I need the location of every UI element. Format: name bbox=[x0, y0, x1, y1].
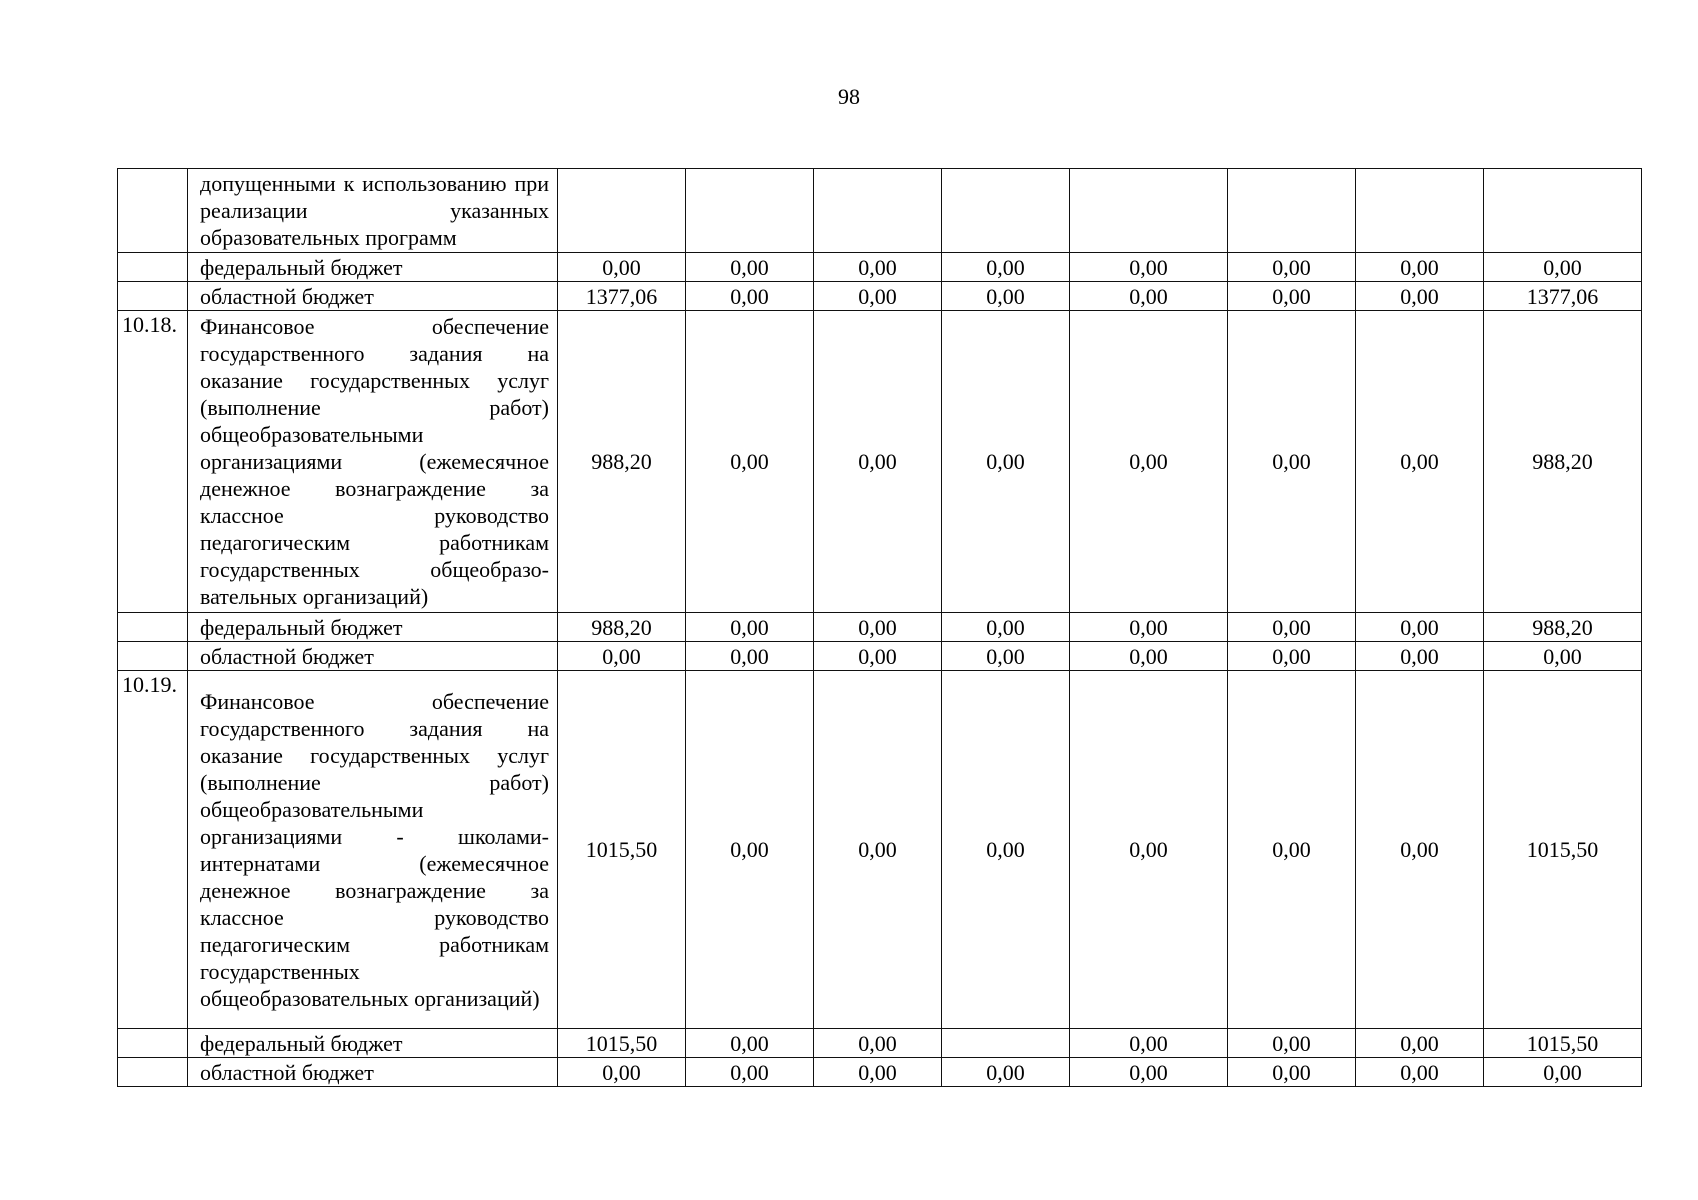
row-number bbox=[118, 282, 188, 311]
value-cell: 0,00 bbox=[814, 613, 942, 642]
value-cell: 0,00 bbox=[814, 1029, 942, 1058]
row-description: допущенными к использованию при реализации указанных образовательных программ bbox=[188, 169, 558, 253]
row-number bbox=[118, 169, 188, 253]
table-row bbox=[118, 613, 1642, 642]
value-cell: 0,00 bbox=[1070, 1029, 1228, 1058]
table-row bbox=[118, 169, 1642, 253]
table-row bbox=[118, 253, 1642, 282]
value-cell bbox=[1484, 169, 1642, 253]
value-cell: 0,00 bbox=[686, 282, 814, 311]
value-cell: 0,00 bbox=[1356, 282, 1484, 311]
value-cell: 988,20 bbox=[1484, 311, 1642, 613]
table-row bbox=[118, 282, 1642, 311]
value-cell: 0,00 bbox=[1070, 1058, 1228, 1087]
value-cell: 0,00 bbox=[1356, 253, 1484, 282]
value-cell: 0,00 bbox=[686, 671, 814, 1029]
value-cell: 0,00 bbox=[686, 613, 814, 642]
table-row bbox=[118, 311, 1642, 613]
value-cell: 988,20 bbox=[558, 613, 686, 642]
row-number bbox=[118, 613, 188, 642]
value-cell: 988,20 bbox=[558, 311, 686, 613]
value-cell: 0,00 bbox=[942, 311, 1070, 613]
value-cell bbox=[814, 169, 942, 253]
value-cell: 1015,50 bbox=[1484, 671, 1642, 1029]
value-cell: 0,00 bbox=[1228, 282, 1356, 311]
value-cell bbox=[558, 169, 686, 253]
table-row bbox=[118, 671, 1642, 1029]
value-cell: 0,00 bbox=[558, 642, 686, 671]
value-cell: 0,00 bbox=[1356, 613, 1484, 642]
table-row bbox=[118, 1058, 1642, 1087]
value-cell bbox=[1070, 169, 1228, 253]
value-cell: 1015,50 bbox=[558, 671, 686, 1029]
value-cell: 0,00 bbox=[1228, 1058, 1356, 1087]
value-cell: 0,00 bbox=[686, 311, 814, 613]
value-cell bbox=[686, 169, 814, 253]
row-description: Финансовое обеспечение государственного задания на оказание государственных услуг (выполнение работ) общеобразовательными организациями (ежемесячное денежное вознаграждение за классное руководство педагогическим работникам государственных общеобразо-вательных организаций) bbox=[188, 311, 558, 613]
value-cell bbox=[942, 169, 1070, 253]
row-description: областной бюджет bbox=[188, 1058, 558, 1087]
budget-table bbox=[117, 168, 1642, 1087]
table-body bbox=[118, 169, 1642, 1087]
table-row bbox=[118, 642, 1642, 671]
value-cell: 0,00 bbox=[1356, 642, 1484, 671]
row-number bbox=[118, 1058, 188, 1087]
value-cell: 0,00 bbox=[1228, 311, 1356, 613]
value-cell: 0,00 bbox=[942, 642, 1070, 671]
value-cell: 0,00 bbox=[942, 253, 1070, 282]
value-cell: 0,00 bbox=[686, 1029, 814, 1058]
row-number: 10.19. bbox=[118, 671, 188, 1029]
row-number bbox=[118, 1029, 188, 1058]
value-cell: 1377,06 bbox=[1484, 282, 1642, 311]
value-cell: 0,00 bbox=[1228, 613, 1356, 642]
value-cell: 0,00 bbox=[814, 282, 942, 311]
value-cell: 0,00 bbox=[1228, 671, 1356, 1029]
value-cell: 1377,06 bbox=[558, 282, 686, 311]
value-cell: 0,00 bbox=[942, 282, 1070, 311]
value-cell: 0,00 bbox=[1356, 671, 1484, 1029]
page-number: 98 bbox=[838, 84, 860, 109]
value-cell: 0,00 bbox=[1356, 311, 1484, 613]
value-cell bbox=[1356, 169, 1484, 253]
table-row bbox=[118, 1029, 1642, 1058]
value-cell: 0,00 bbox=[1070, 253, 1228, 282]
value-cell: 0,00 bbox=[942, 1058, 1070, 1087]
value-cell: 0,00 bbox=[1484, 642, 1642, 671]
value-cell: 0,00 bbox=[1356, 1029, 1484, 1058]
value-cell: 0,00 bbox=[814, 1058, 942, 1087]
value-cell: 0,00 bbox=[814, 253, 942, 282]
value-cell: 0,00 bbox=[558, 253, 686, 282]
value-cell: 0,00 bbox=[558, 1058, 686, 1087]
value-cell: 0,00 bbox=[1228, 642, 1356, 671]
value-cell: 1015,50 bbox=[558, 1029, 686, 1058]
row-description: областной бюджет bbox=[188, 642, 558, 671]
row-description: Финансовое обеспечение государственного задания на оказание государственных услуг (выполнение работ) общеобразовательными организациями - школами-интернатами (ежемесячное денежное вознаграждение за классное руководство педагогическим работникам государственных общеобразовательных организаций) bbox=[188, 671, 558, 1029]
row-description: областной бюджет bbox=[188, 282, 558, 311]
value-cell bbox=[942, 1029, 1070, 1058]
value-cell: 0,00 bbox=[1070, 613, 1228, 642]
row-number bbox=[118, 642, 188, 671]
value-cell: 0,00 bbox=[1228, 1029, 1356, 1058]
value-cell: 0,00 bbox=[1070, 642, 1228, 671]
row-description: федеральный бюджет bbox=[188, 613, 558, 642]
row-number: 10.18. bbox=[118, 311, 188, 613]
value-cell: 0,00 bbox=[814, 671, 942, 1029]
value-cell: 0,00 bbox=[1070, 311, 1228, 613]
value-cell: 0,00 bbox=[1484, 1058, 1642, 1087]
row-description: федеральный бюджет bbox=[188, 1029, 558, 1058]
value-cell: 0,00 bbox=[1070, 671, 1228, 1029]
value-cell: 0,00 bbox=[1356, 1058, 1484, 1087]
value-cell: 0,00 bbox=[1228, 253, 1356, 282]
value-cell bbox=[1228, 169, 1356, 253]
value-cell: 0,00 bbox=[1484, 253, 1642, 282]
value-cell: 0,00 bbox=[814, 642, 942, 671]
value-cell: 0,00 bbox=[686, 253, 814, 282]
value-cell: 0,00 bbox=[814, 311, 942, 613]
value-cell: 0,00 bbox=[686, 1058, 814, 1087]
value-cell: 0,00 bbox=[686, 642, 814, 671]
value-cell: 1015,50 bbox=[1484, 1029, 1642, 1058]
value-cell: 988,20 bbox=[1484, 613, 1642, 642]
value-cell: 0,00 bbox=[942, 671, 1070, 1029]
value-cell: 0,00 bbox=[1070, 282, 1228, 311]
value-cell: 0,00 bbox=[942, 613, 1070, 642]
row-number bbox=[118, 253, 188, 282]
row-description: федеральный бюджет bbox=[188, 253, 558, 282]
